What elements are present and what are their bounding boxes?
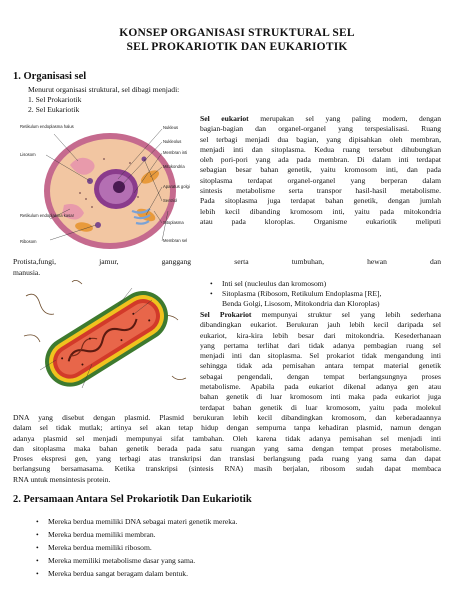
figure-label: Ribosom bbox=[20, 239, 37, 244]
figure-label: Nukleolus bbox=[163, 139, 182, 144]
paragraph-line: sel terbagi menjadi dua bagian, yang dipisahkan oleh membran, bbox=[200, 134, 441, 144]
figure-label: Retikulum endoplasma kasar bbox=[20, 213, 74, 218]
paragraph-line: dalam sel tidak mutlak; artinya sel akan tetap hidup dengan sempurna tanpa kehadiran plasmid, namun dengan bbox=[13, 423, 441, 433]
figure-label: Sitoplasma bbox=[163, 220, 184, 225]
paragraph-line: dan sitoplasma maka bahan genetik berada pada satu ruangan yang sama dengan tempat proses metabolisme. bbox=[13, 443, 441, 453]
section-intro: Menurut organisasi struktural, sel dibagi menjadi: bbox=[28, 85, 180, 94]
paragraph-line: bagian-bagian dan organel-organel yang terspesialisasi. Ruang bbox=[200, 124, 441, 134]
paragraph-line: sebagian besar bahan genetik, yaitu kromosom inti, dan pada bbox=[200, 165, 441, 175]
figure-label: Sentriol bbox=[163, 198, 178, 203]
paragraph-line: Pada sitoplasma juga terdapat bahan genetik, dengan jumlah bbox=[200, 196, 441, 206]
paragraph-line: eukariot, kira-kira lebih besar dari mitokondria. Kesederhanaan bbox=[200, 330, 441, 340]
paragraph-line: bahan genetik di luar kromosom inti maka pada eukariot juga bbox=[200, 392, 441, 402]
term-sel-eukariot: Sel eukariot bbox=[200, 114, 249, 123]
prokaryote-paragraph-continued bbox=[13, 413, 441, 475]
paragraph-line: Proses ekspresi gen, yang terbagi atas transkripsi dan translasi berlangsung pada ruang yang sama dan dapat bbox=[13, 454, 441, 464]
paragraph-line: dibandingkan eukariot. Berukuran jauh lebih kecil daripada sel bbox=[200, 320, 441, 330]
list-item: 2. Sel Eukariotik bbox=[28, 105, 80, 114]
list-item: • Mereka berdua sangat beragam dalam bentuk. bbox=[36, 569, 189, 578]
bullet-text: Benda Golgi, Lisosom, Mitokondria dan Kloroplas) bbox=[222, 299, 380, 308]
list-item: • Mereka berdua memiliki ribosom. bbox=[36, 543, 152, 552]
paragraph-line: yang pertama terlihat dari tidak adanya pembagian ruang sel bbox=[200, 340, 441, 350]
paragraph-line: Protista,fungi, jamur, ganggang serta tumbuhan, hewan dan bbox=[13, 257, 441, 266]
list-item: • Mereka memiliki metabolisme dasar yang sama. bbox=[36, 556, 196, 565]
list-item-text: Mereka berdua sangat beragam dalam bentuk. bbox=[48, 569, 189, 578]
figure-label: Membran inti bbox=[163, 150, 188, 155]
figure-label: Retikulum endoplasma halus bbox=[20, 124, 74, 129]
bullet-text: Inti sel (nucleulus dan kromosom) bbox=[222, 279, 327, 288]
paragraph-line: adanya plasmid sel menjadi mempunyai sifat tambahan. Oleh karena tidak adanya pemisahan sel menjadi inti bbox=[13, 433, 441, 443]
paragraph-line: DNA yang disebut dengan plasmid. Plasmid berukuran lebih kecil dibandingkan kromosom, dan keberadaannya bbox=[13, 413, 441, 422]
paragraph-line: menjadi inti dan sitoplasma. Kedua ruang tersebut dihubungkan bbox=[200, 144, 441, 154]
list-item: • Mereka berdua memiliki membran. bbox=[36, 530, 156, 539]
figure-label: Nukleus bbox=[163, 125, 179, 130]
eukaryote-cell-figure bbox=[20, 115, 198, 267]
paragraph-line: atau pada kloroplas. Organisme eukariotik meliputi bbox=[200, 216, 441, 226]
document-subtitle: SEL PROKARIOTIK DAN EUKARIOTIK bbox=[126, 41, 348, 53]
paragraph-line: sebagai pengendali, dengan tempat berlangsungnya proses bbox=[200, 371, 441, 381]
paragraph-line: sitoplasma terdapat organel-organel yang berperan dalam bbox=[200, 175, 441, 185]
figure-label: Membran sel bbox=[163, 238, 188, 243]
bullet-text: Sitoplasma (Ribosom, Retikulum Endoplasma [RE], bbox=[222, 289, 382, 298]
prokaryote-cell-figure bbox=[22, 276, 190, 396]
figure-label: Mitokondria bbox=[163, 164, 185, 169]
list-item-text: Mereka berdua memiliki DNA sebagai materi genetik mereka. bbox=[48, 517, 238, 526]
section-heading-persamaan: 2. Persamaan Antara Sel Prokariotik Dan Eukariotik bbox=[13, 494, 252, 505]
figure-label: Lisosom bbox=[20, 152, 36, 157]
paragraph-line: manusia. bbox=[13, 268, 41, 277]
prokaryote-paragraph bbox=[200, 310, 441, 413]
paragraph-line: RNA untuk mensintesis protein. bbox=[13, 475, 111, 484]
section-heading-organisasi: 1. Organisasi sel bbox=[13, 71, 87, 82]
list-item-text: Mereka memiliki metabolisme dasar yang sama. bbox=[48, 556, 196, 565]
eukaryote-paragraph bbox=[200, 114, 441, 227]
list-item: • Mereka berdua memiliki DNA sebagai materi genetik mereka. bbox=[36, 517, 238, 526]
figure-label: Aparatus golgi bbox=[163, 184, 190, 189]
bullet-item: • Inti sel (nucleulus dan kromosom) bbox=[210, 279, 327, 288]
list-item-text: Mereka berdua memiliki ribosom. bbox=[48, 543, 152, 552]
list-item: 1. Sel Prokariotik bbox=[28, 95, 82, 104]
paragraph-line: merupakan sel yang paling modern, dengan bbox=[248, 114, 441, 123]
paragraph-line: mempunyai struktur sel yang lebih sederhana bbox=[251, 310, 441, 319]
bullet-item: • Sitoplasma (Ribosom, Retikulum Endoplasma [RE], bbox=[210, 289, 382, 298]
paragraph-line: sehingga tidak ada pemisahan antara tempat material genetik bbox=[200, 361, 441, 371]
paragraph-line: terdapat bahan genetik di luar kromosom, yaitu pada molekul bbox=[200, 402, 441, 412]
list-item-text: Mereka berdua memiliki membran. bbox=[48, 530, 156, 539]
paragraph-line: metabolisme. Apabila pada eukariot dikenal adanya gen atau bbox=[200, 382, 441, 392]
paragraph-line: sintesis metabolisme serta transpor hasil-hasil metabolisme. bbox=[200, 186, 441, 196]
paragraph-line: oleh pori-pori yang ada pada membran. Di dalam inti terdapat bbox=[200, 155, 441, 165]
term-sel-prokariot: Sel Prokariot bbox=[200, 310, 252, 319]
paragraph-line: menjadi inti dan sitoplasma. Sel prokariot tidak mengandung inti bbox=[200, 351, 441, 361]
paragraph-line: lebih kecil dibanding kromosom inti, yaitu pada mitokondria bbox=[200, 206, 441, 216]
paragraph-line: berlangsung bersamasama. Ketika transkripsi (sintesis RNA) masih berjalan, ribosom sudah dapat membaca bbox=[13, 464, 441, 474]
document-title: KONSEP ORGANISASI STRUKTURAL SEL bbox=[119, 27, 355, 39]
